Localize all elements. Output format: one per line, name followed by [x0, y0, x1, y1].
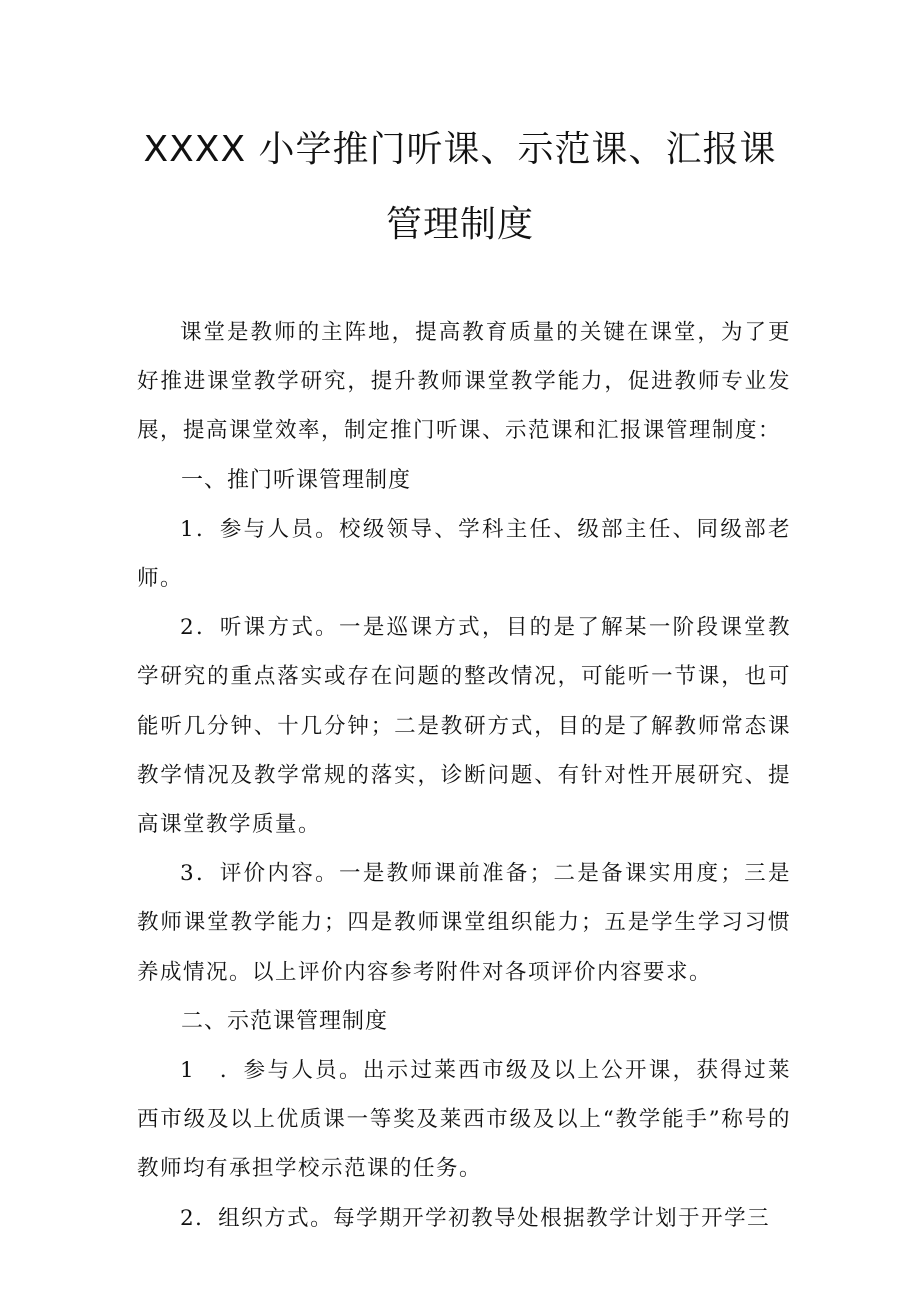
section-heading-1: 一、推门听课管理制度 [181, 467, 412, 493]
section-heading-2: 二、示范课管理制度 [181, 1008, 389, 1034]
document-title-line-2: 管理制度 [385, 204, 534, 245]
section-2-item-2: 2．组织方式。每学期开学初教导处根据教学计划于开学三 [180, 1205, 771, 1231]
section-1-item-2: 2．听课方式。一是巡课方式，目的是了解某一阶段课堂教学研究的重点落实或存在问题的整改情况，可能听一节课，也可能听几分钟、十几分钟；二是教研方式，目的是了解教师常态课教学情况及教学常规的落实，诊断问题、有针对性开展研究、提高课堂教学质量。 [137, 615, 791, 838]
intro-paragraph: 课堂是教师的主阵地，提高教育质量的关键在课堂，为了更好推进课堂教学研究，提升教师课堂教学能力，促进教师专业发展，提高课堂效率，制定推门听课、示范课和汇报课管理制度： [137, 320, 791, 444]
section-2-item-1: 1 ．参与人员。出示过莱西市级及以上公开课，获得过莱西市级及以上优质课一等奖及莱西市级及以上“教学能手”称号的教师均有承担学校示范课的任务。 [137, 1058, 791, 1182]
section-1-item-1: 1．参与人员。校级领导、学科主任、级部主任、同级部老师。 [137, 516, 791, 592]
section-1-item-3: 3．评价内容。一是教师课前准备；二是备课实用度；三是教师课堂教学能力；四是教师课堂组织能力；五是学生学习习惯养成情况。以上评价内容参考附件对各项评价内容要求。 [137, 861, 791, 985]
document-title-line-1: XXXX 小学推门听课、示范课、汇报课 [143, 129, 777, 170]
document-body [137, 308, 791, 1243]
